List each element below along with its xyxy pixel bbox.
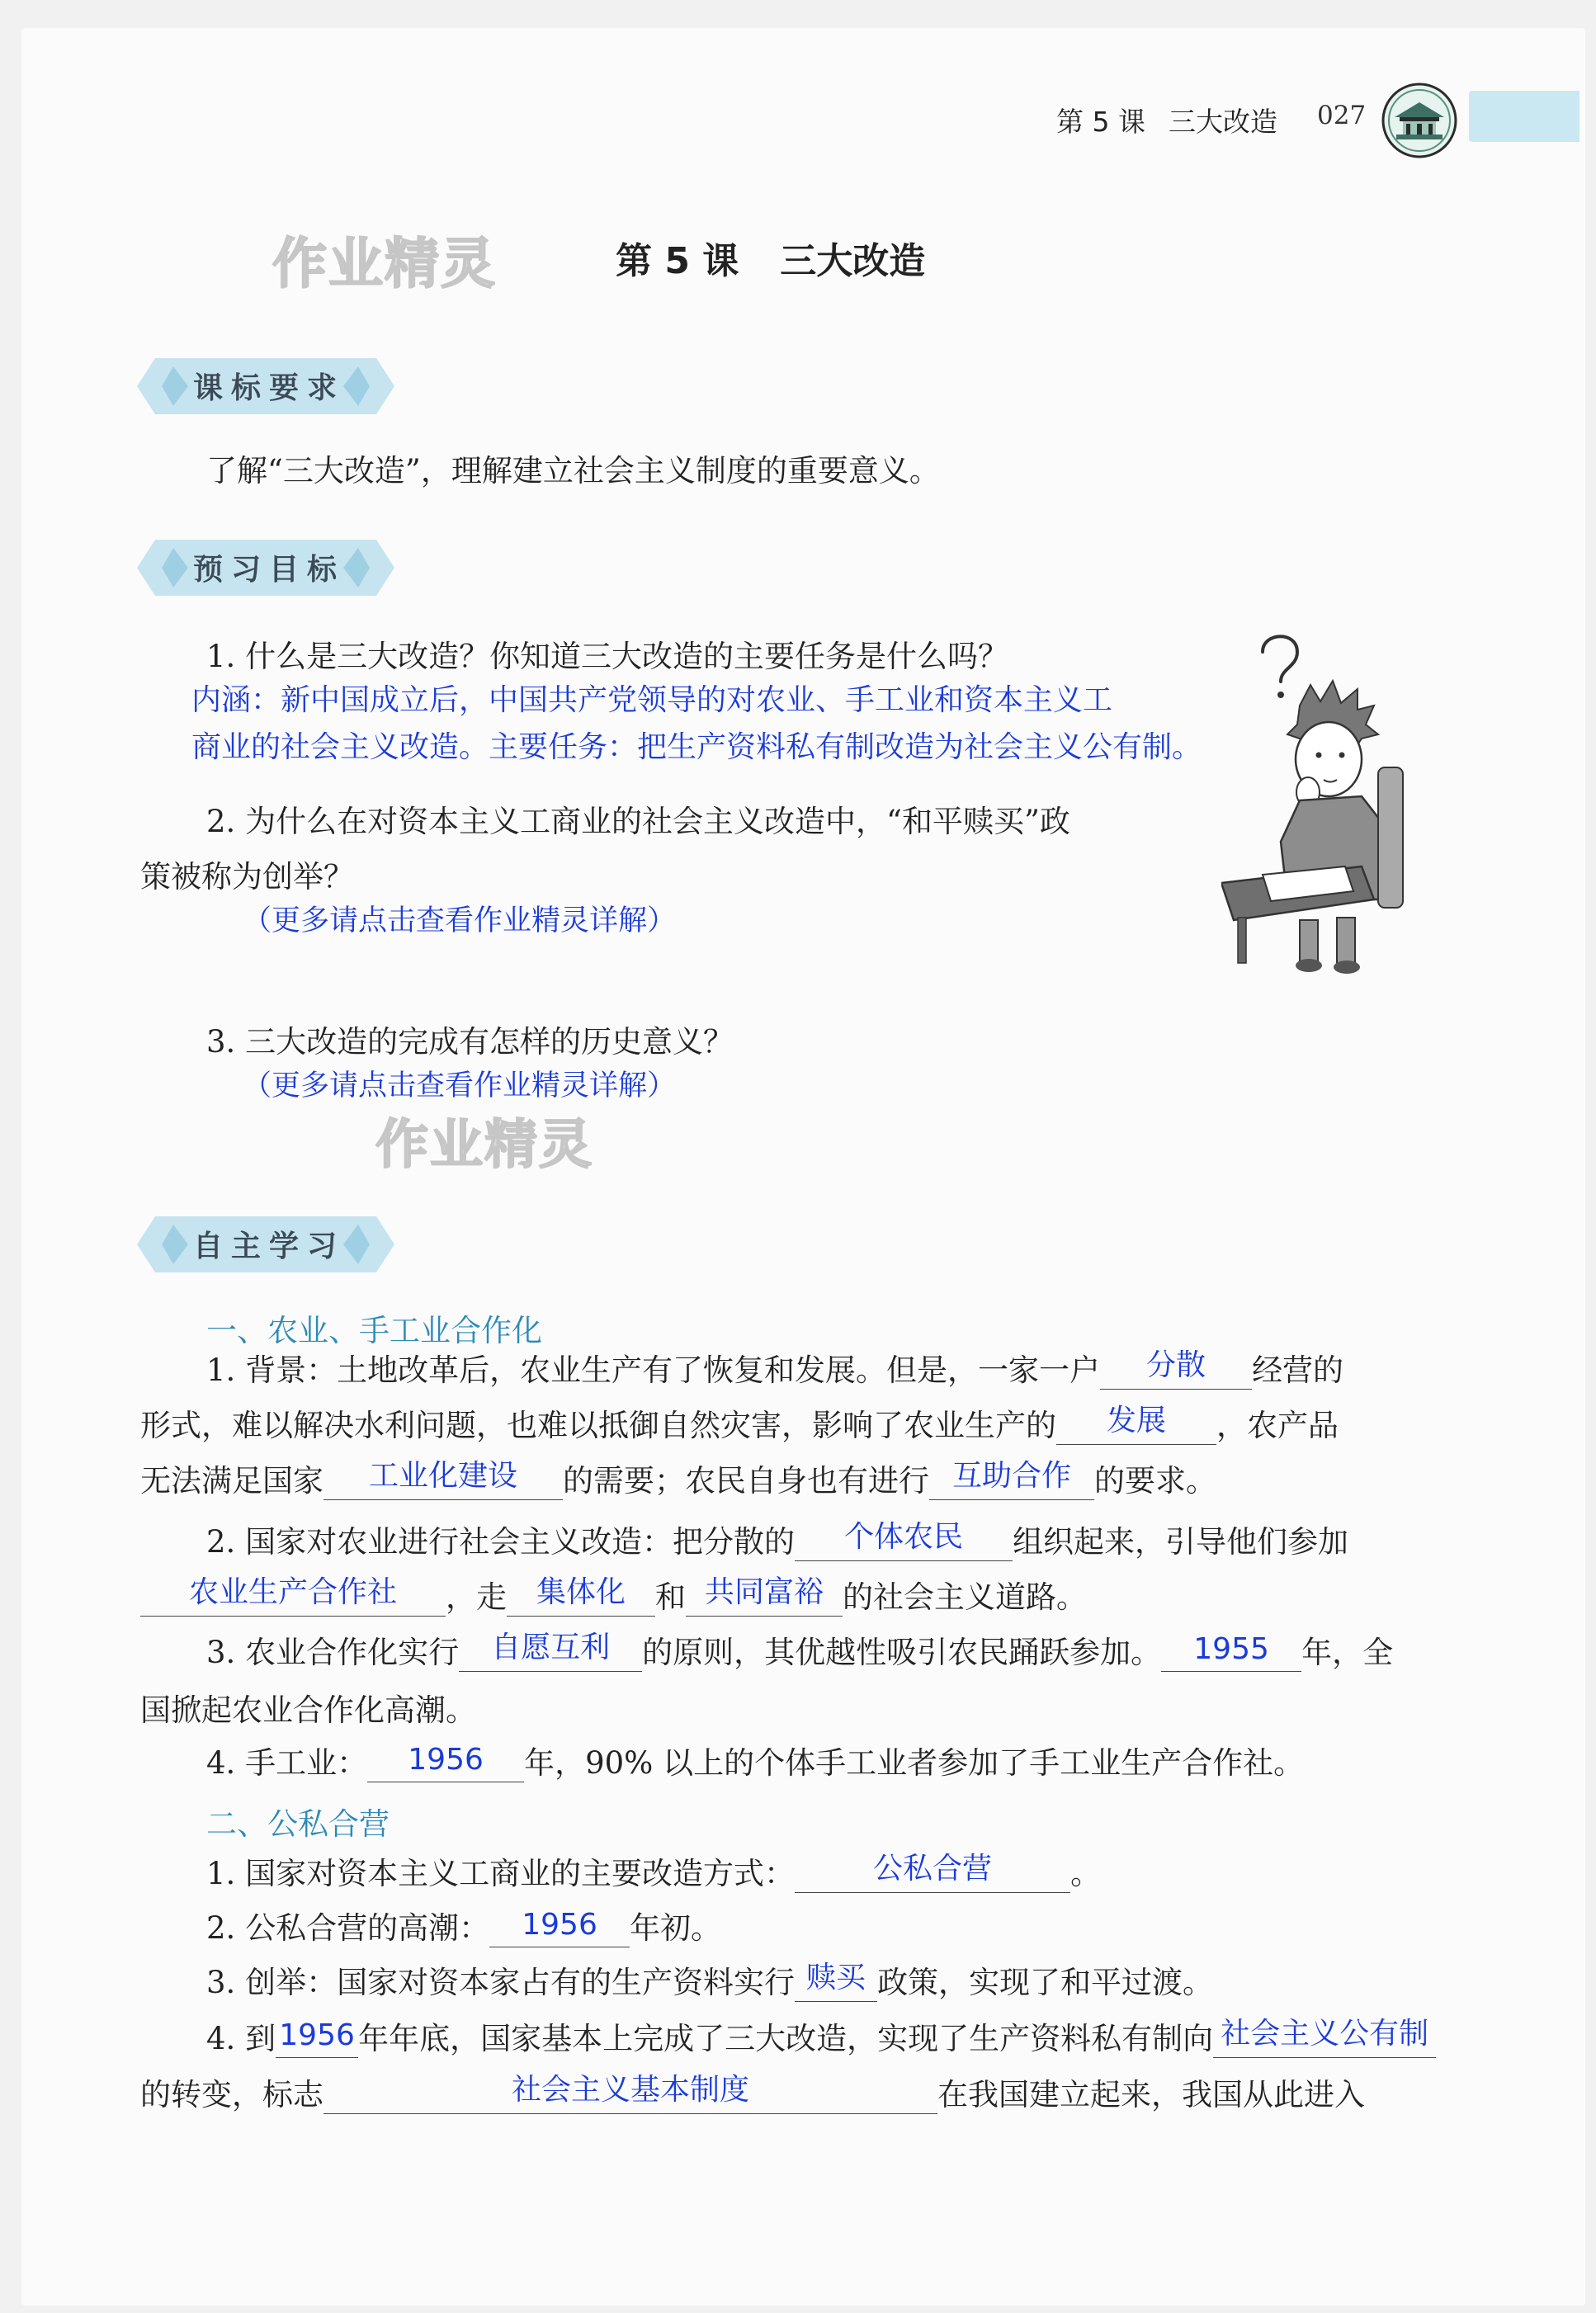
part1-item2-line1 bbox=[206, 1517, 1348, 1561]
text: 。 bbox=[1070, 1856, 1102, 1891]
text: 的转变，标志 bbox=[140, 2077, 323, 2112]
watermark-top: 作业精灵 bbox=[272, 232, 497, 295]
text: 年，90% 以上的个体手工业者参加了手工业生产合作社。 bbox=[524, 1745, 1305, 1781]
part1-item2-line2 bbox=[140, 1572, 1087, 1617]
part2-item2 bbox=[206, 1903, 721, 1947]
part1-item1-line2 bbox=[140, 1400, 1339, 1445]
text: ，农产品 bbox=[1216, 1408, 1339, 1443]
blank-answer: 分散 bbox=[1146, 1348, 1206, 1382]
section-banner-preview bbox=[137, 535, 394, 601]
blank-9[interactable] bbox=[459, 1631, 642, 1672]
blank-answer: 自愿互利 bbox=[491, 1631, 611, 1664]
text: 的社会主义道路。 bbox=[843, 1579, 1087, 1615]
blank-answer: 1955 bbox=[1193, 1632, 1269, 1666]
text: 年初。 bbox=[630, 1910, 722, 1946]
blank-answer: 发展 bbox=[1106, 1404, 1166, 1437]
blank-14[interactable] bbox=[795, 1961, 877, 2002]
blank-8[interactable] bbox=[686, 1575, 843, 1617]
part1-title: 一、农业、手工业合作化 bbox=[206, 1313, 542, 1348]
header-lesson-title: 三大改造 bbox=[1168, 106, 1277, 138]
blank-5[interactable] bbox=[795, 1520, 1013, 1561]
blank-answer: 1956 bbox=[279, 2018, 355, 2052]
title-lesson: 第 5 课 bbox=[616, 240, 739, 282]
text: 3. 农业合作化实行 bbox=[206, 1635, 460, 1670]
blank-answer: 共同富裕 bbox=[704, 1575, 824, 1609]
blank-15[interactable] bbox=[276, 2018, 358, 2058]
blank-12[interactable] bbox=[795, 1852, 1070, 1893]
preview-question-2-line2: 策被称为创举？ bbox=[140, 859, 354, 895]
text: 经营的 bbox=[1252, 1352, 1344, 1388]
preview-question-2-line1: 2. 为什么在对资本主义工商业的社会主义改造中，“和平赎买”政 bbox=[206, 804, 1070, 839]
blank-17[interactable] bbox=[323, 2073, 937, 2114]
running-header bbox=[1056, 101, 1277, 139]
preview-answer-1-line2: 商业的社会主义改造。主要任务：把生产资料私有制改造为社会主义公有制。 bbox=[191, 730, 1202, 764]
text: 的需要；农民自身也有进行 bbox=[563, 1463, 929, 1499]
text: 政策，实现了和平过渡。 bbox=[877, 1965, 1214, 2000]
blank-answer: 1956 bbox=[408, 1743, 484, 1777]
temple-emblem-icon bbox=[1380, 81, 1459, 160]
preview-question-1: 1. 什么是三大改造？你知道三大改造的主要任务是什么吗？ bbox=[206, 639, 1009, 674]
preview-question-3: 3. 三大改造的完成有怎样的历史意义？ bbox=[206, 1024, 734, 1060]
part2-item3 bbox=[206, 1957, 1213, 2002]
blank-answer: 社会主义基本制度 bbox=[511, 2073, 749, 2107]
text: 1. 背景：土地改革后，农业生产有了恢复和发展。但是，一家一户 bbox=[206, 1352, 1101, 1388]
blank-3[interactable] bbox=[323, 1459, 563, 1500]
section-banner-standard bbox=[137, 353, 394, 419]
blank-4[interactable] bbox=[929, 1459, 1094, 1500]
blank-answer: 工业化建设 bbox=[368, 1459, 517, 1493]
text: ，走 bbox=[446, 1579, 507, 1615]
blank-answer: 互助合作 bbox=[951, 1459, 1071, 1493]
text: 的原则，其优越性吸引农民踊跃参加。 bbox=[642, 1635, 1162, 1670]
blank-16[interactable] bbox=[1213, 2017, 1436, 2058]
part1-item4 bbox=[206, 1738, 1304, 1782]
text: 和 bbox=[655, 1579, 686, 1615]
part1-item3-line1 bbox=[206, 1627, 1393, 1672]
text: 1. 国家对资本主义工商业的主要改造方式： bbox=[206, 1856, 796, 1891]
page-title bbox=[616, 231, 925, 284]
blank-answer: 集体化 bbox=[536, 1575, 626, 1609]
blank-7[interactable] bbox=[507, 1575, 655, 1617]
blank-answer: 个体农民 bbox=[844, 1520, 964, 1554]
preview-q3-more-link[interactable]: （更多请点击查看作业精灵详解） bbox=[243, 1069, 677, 1102]
part1-item3-line2: 国掀起农业合作化高潮。 bbox=[140, 1692, 476, 1728]
text: 2. 国家对农业进行社会主义改造：把分散的 bbox=[206, 1524, 796, 1560]
blank-13[interactable] bbox=[489, 1910, 630, 1947]
blank-answer: 赎买 bbox=[806, 1961, 866, 1994]
preview-answer-1-line1: 内涵：新中国成立后，中国共产党领导的对农业、手工业和资本主义工 bbox=[191, 683, 1113, 717]
text: 形式，难以解决水利问题，也难以抵御自然灾害，影响了农业生产的 bbox=[140, 1408, 1056, 1443]
blank-1[interactable] bbox=[1100, 1348, 1252, 1390]
blank-answer: 公私合营 bbox=[873, 1852, 993, 1886]
page-number: 027 bbox=[1317, 101, 1367, 130]
text: 年年底，国家基本上完成了三大改造，实现了生产资料私有制向 bbox=[358, 2021, 1214, 2056]
text: 3. 创举：国家对资本家占有的生产资料实行 bbox=[206, 1965, 796, 2000]
text: 无法满足国家 bbox=[140, 1463, 323, 1499]
text: 的要求。 bbox=[1094, 1463, 1216, 1499]
text: 组织起来，引导他们参加 bbox=[1013, 1524, 1349, 1560]
banner-label: 课标要求 bbox=[193, 371, 346, 405]
text: 4. 到 bbox=[206, 2021, 276, 2056]
banner-label: 自主学习 bbox=[193, 1230, 346, 1263]
blank-10[interactable] bbox=[1161, 1632, 1301, 1672]
section-banner-self-study bbox=[137, 1211, 394, 1277]
blank-answer: 农业生产合作社 bbox=[188, 1575, 397, 1609]
part1-item1-line3 bbox=[140, 1456, 1216, 1500]
text: 年，全 bbox=[1301, 1635, 1394, 1670]
blank-2[interactable] bbox=[1056, 1404, 1216, 1445]
thinking-student-icon bbox=[1221, 627, 1428, 974]
blank-6[interactable] bbox=[140, 1575, 446, 1617]
part1-item1-line1 bbox=[206, 1345, 1343, 1390]
blank-answer: 1956 bbox=[522, 1908, 597, 1942]
text: 4. 手工业： bbox=[206, 1745, 368, 1781]
blank-answer: 社会主义公有制 bbox=[1221, 2017, 1429, 2051]
part2-title: 二、公私合营 bbox=[206, 1806, 390, 1842]
title-name: 三大改造 bbox=[780, 240, 926, 282]
watermark-middle: 作业精灵 bbox=[375, 1115, 593, 1176]
header-color-band bbox=[1469, 91, 1579, 142]
blank-11[interactable] bbox=[367, 1745, 524, 1782]
text: 在我国建立起来，我国从此进入 bbox=[937, 2077, 1365, 2112]
banner-label: 预习目标 bbox=[193, 553, 346, 587]
text: 2. 公私合营的高潮： bbox=[206, 1910, 490, 1946]
part2-item4-line2 bbox=[140, 2070, 1365, 2114]
header-lesson: 第 5 课 bbox=[1056, 106, 1145, 138]
standard-text: 了解“三大改造”，理解建立社会主义制度的重要意义。 bbox=[206, 453, 940, 489]
part2-item4-line1 bbox=[206, 2013, 1436, 2058]
preview-q2-more-link[interactable]: （更多请点击查看作业精灵详解） bbox=[243, 904, 677, 937]
part2-item1 bbox=[206, 1848, 1101, 1893]
